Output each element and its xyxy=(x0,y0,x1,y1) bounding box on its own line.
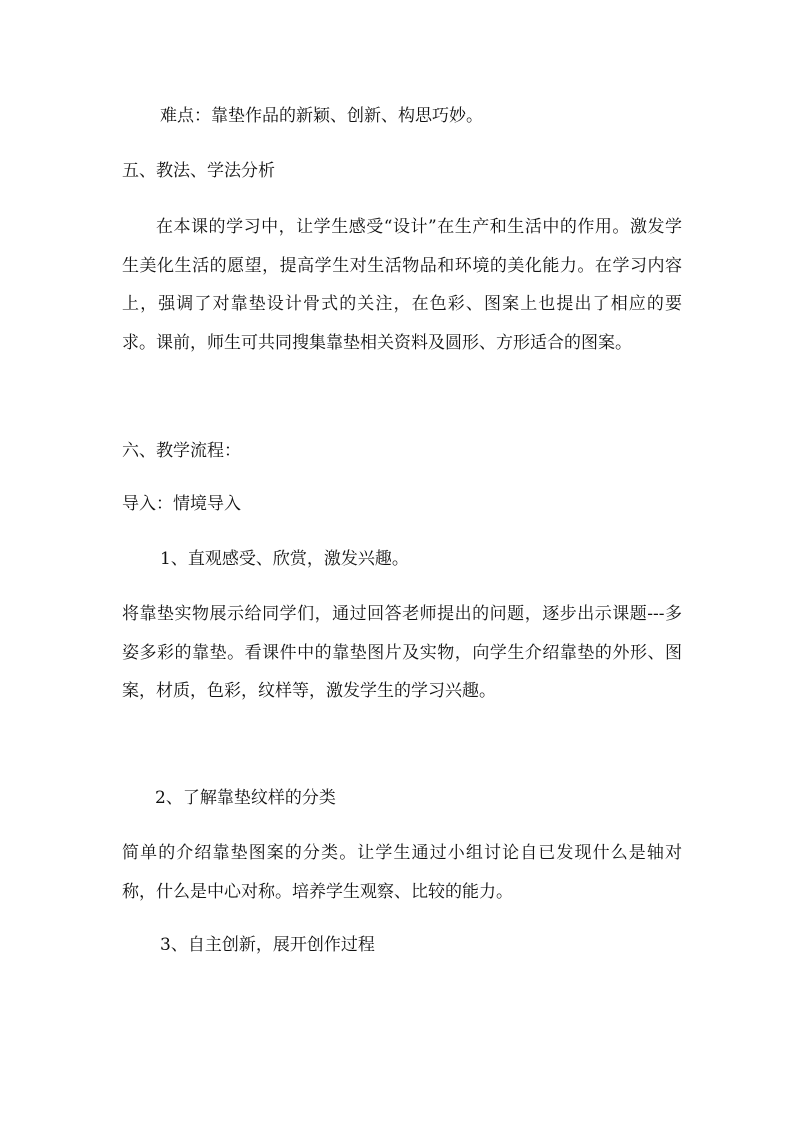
section6-heading: 六、教学流程： xyxy=(122,441,241,461)
step1-heading: 1、直观感受、欣赏，激发兴趣。 xyxy=(160,549,409,569)
step2-heading: 2、了解靠垫纹样的分类 xyxy=(155,788,336,808)
section5-paragraph: 在本课的学习中，让学生感受“设计”在生产和生活中的作用。激发学生美化生活的愿望，提高学生对生活物品和环境的美化能力。在学习内容上，强调了对靠垫设计骨式的关注，在色彩、图案上也提出了相应的要求。课前，师生可共同搜集靠垫相关资料及圆形、方形适合的图案。 xyxy=(122,217,682,354)
step1-paragraph: 将靠垫实物展示给同学们，通过回答老师提出的问题，逐步出示课题---多姿多彩的靠垫。看课件中的靠垫图片及实物，向学生介绍靠垫的外形、图案，材质，色彩，纹样等，激发学生的学习兴趣。 xyxy=(122,604,682,702)
step3-heading: 3、自主创新，展开创作过程 xyxy=(160,935,375,955)
step2-paragraph: 简单的介绍靠垫图案的分类。让学生通过小组讨论自已发现什么是轴对称，什么是中心对称。培养学生观察、比较的能力。 xyxy=(122,843,682,902)
intro-heading: 导入：情境导入 xyxy=(122,494,241,514)
difficulty-line: 难点：靠垫作品的新颖、创新、构思巧妙。 xyxy=(160,106,483,126)
section5-heading: 五、教法、学法分析 xyxy=(122,161,275,181)
